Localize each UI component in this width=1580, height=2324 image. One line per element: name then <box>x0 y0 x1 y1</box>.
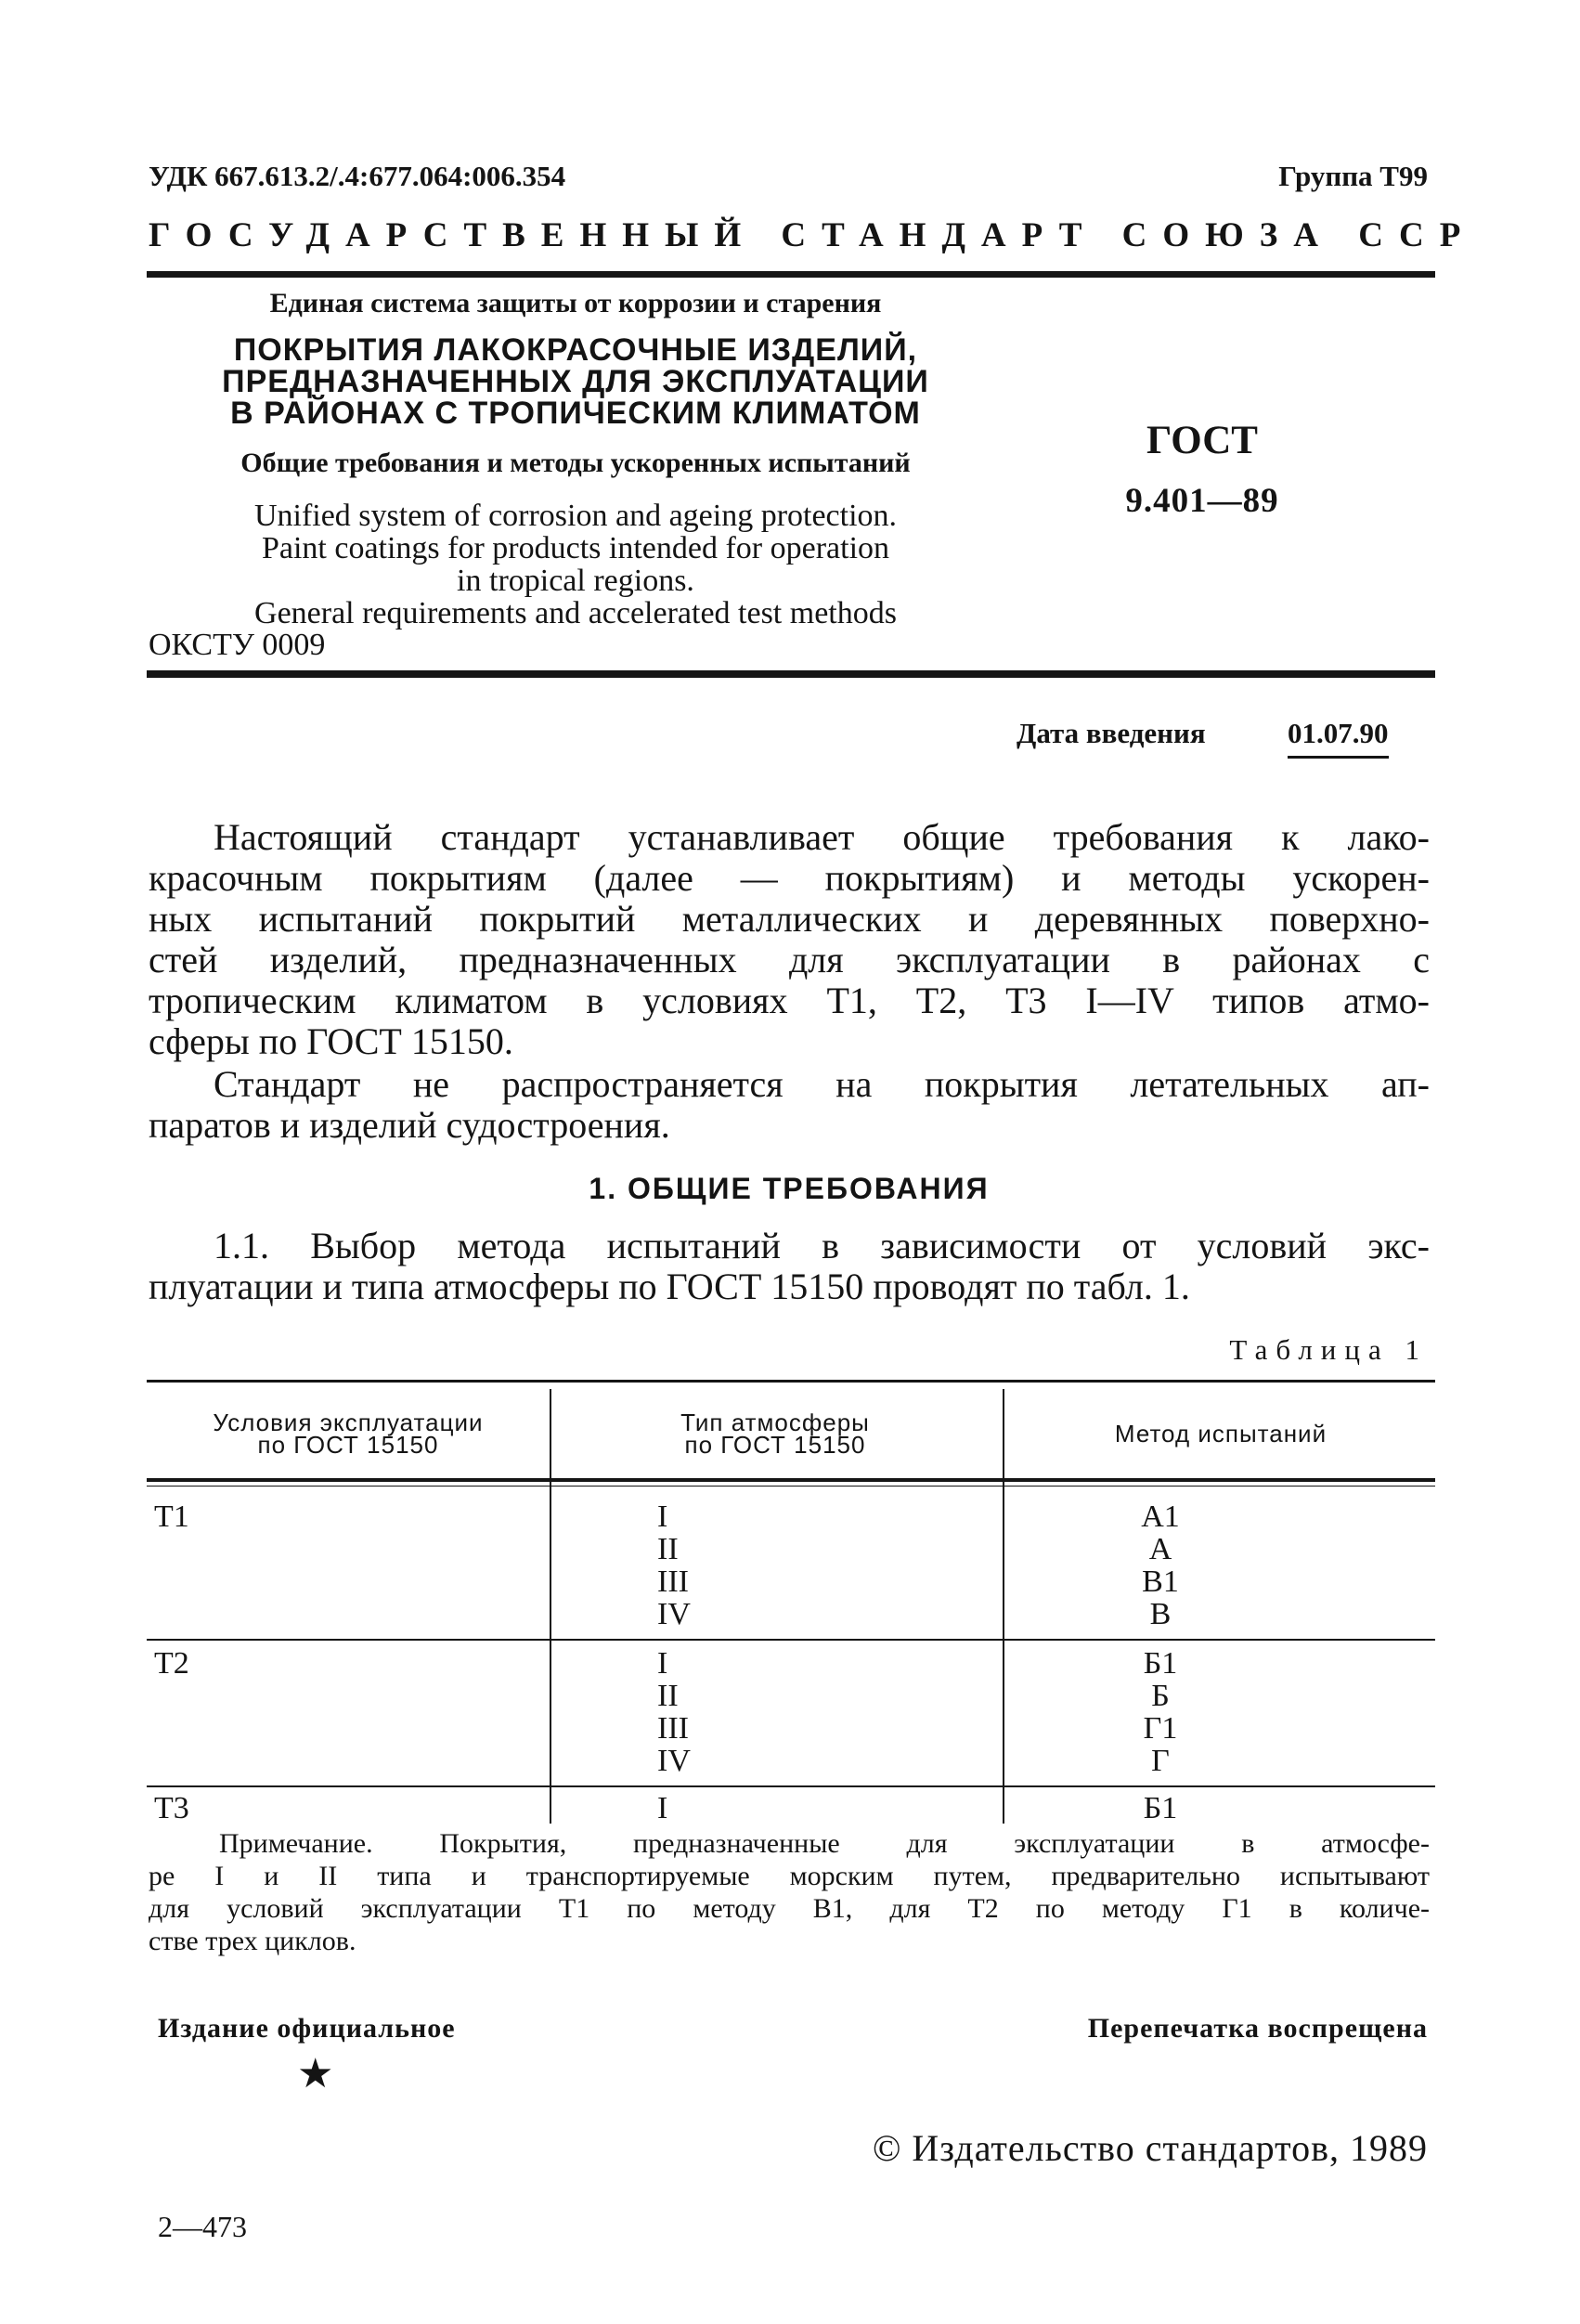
paragraph-line: красочным покрытиям (далее — покрытиям) и методы ускорен- <box>149 857 1430 899</box>
header-divider-top <box>147 271 1435 278</box>
table-cell-methods: А1 А В1 В <box>1141 1500 1180 1631</box>
system-name: Единая система защиты от коррозии и старения <box>269 288 882 318</box>
section-title: 1. ОБЩИЕ ТРЕБОВАНИЯ <box>589 1172 990 1205</box>
star-icon: ★ <box>297 2051 334 2097</box>
paragraph-line: стей изделий, предназначенных для эксплуатации в районах с <box>149 939 1430 980</box>
table-cell-condition: Т1 <box>154 1500 189 1534</box>
table-header-atmosphere: Тип атмосферы по ГОСТ 15150 <box>680 1409 870 1459</box>
paragraph-line: плуатации и типа атмосферы по ГОСТ 15150 проводят по табл. 1. <box>149 1266 1190 1307</box>
note-line: для условий эксплуатации Т1 по методу В1, для Т2 по методу Г1 в количе- <box>149 1893 1430 1924</box>
note-line: ре I и II типа и транспортируемые морским путем, предварительно испытывают <box>149 1861 1430 1891</box>
table-row-rule <box>147 1639 1435 1641</box>
table-cell-condition: Т3 <box>154 1791 189 1825</box>
intro-date-label: Дата введения <box>1017 717 1206 749</box>
table-header-rule-thin <box>147 1486 1435 1487</box>
copyright-notice: © Издательство стандартов, 1989 <box>872 2127 1428 2169</box>
table-row-rule <box>147 1785 1435 1787</box>
paragraph-line: паратов и изделий судостроения. <box>149 1104 670 1146</box>
table-cell-condition: Т2 <box>154 1646 189 1681</box>
table-cell-types: I <box>657 1791 668 1825</box>
table-caption: Таблица 1 <box>1229 1333 1428 1366</box>
gost-number: 9.401—89 <box>1125 482 1279 520</box>
table-note <box>149 1827 1430 1957</box>
table-cell-types: I II III IV <box>657 1500 691 1631</box>
scope-paragraph <box>149 1064 1430 1146</box>
english-title-line: in tropical regions. <box>457 564 694 598</box>
title-line: ПРЕДНАЗНАЧЕННЫХ ДЛЯ ЭКСПЛУАТАЦИИ <box>222 364 929 399</box>
paragraph-line: Стандарт не распространяется на покрытия летательных ап- <box>214 1063 1430 1105</box>
document-subtitle: Общие требования и методы ускоренных испытаний <box>240 448 911 478</box>
intro-date-value: 01.07.90 <box>1288 717 1389 759</box>
official-edition-label: Издание официальное <box>158 2013 456 2044</box>
udk-code: УДК 667.613.2/.4:677.064:006.354 <box>149 160 566 192</box>
note-line: Примечание. Покрытия, предназначенные для эксплуатации в атмосфе- <box>219 1828 1430 1859</box>
english-title <box>149 500 1003 630</box>
table-column-divider <box>550 1389 551 1824</box>
paragraph-line: тропическим климатом в условиях Т1, Т2, Т3 I—IV типов атмо- <box>149 980 1430 1021</box>
paragraph-line: Настоящий стандарт устанавливает общие требования к лако- <box>214 816 1430 858</box>
header-divider-bottom <box>147 670 1435 678</box>
table-header-method: Метод испытаний <box>1114 1420 1327 1448</box>
paragraph-line: 1.1. Выбор метода испытаний в зависимости от условий экс- <box>214 1225 1430 1266</box>
table-cell-types: I II III IV <box>657 1646 691 1778</box>
page-code: 2—473 <box>158 2210 247 2243</box>
table-header-conditions: Условия эксплуатации по ГОСТ 15150 <box>213 1409 484 1459</box>
intro-paragraph <box>149 817 1430 1062</box>
state-standard-heading: ГОСУДАРСТВЕННЫЙ СТАНДАРТ СОЮЗА ССР <box>149 216 1477 254</box>
group-code: Группа Т99 <box>1278 160 1428 192</box>
clause-1-1 <box>149 1226 1430 1307</box>
english-title-line: Unified system of corrosion and ageing protection. <box>253 499 898 533</box>
table-header-rule <box>147 1478 1435 1482</box>
paragraph-line: ных испытаний покрытий металлических и деревянных поверхно- <box>149 898 1430 940</box>
english-title-line: Paint coatings for products intended for operation <box>261 531 890 565</box>
table-top-rule <box>147 1380 1435 1383</box>
table-cell-methods: Б1 Б Г1 Г <box>1143 1646 1178 1778</box>
paragraph-line: сферы по ГОСТ 15150. <box>149 1020 513 1062</box>
table-cell-methods: Б1 <box>1143 1791 1178 1825</box>
reprint-prohibited-label: Перепечатка воспрещена <box>1087 2013 1428 2044</box>
okstu-code: ОКСТУ 0009 <box>149 628 326 662</box>
table-column-divider <box>1003 1389 1004 1824</box>
title-line: ПОКРЫТИЯ ЛАКОКРАСОЧНЫЕ ИЗДЕЛИЙ, <box>233 332 918 368</box>
gost-label: ГОСТ <box>1146 419 1258 462</box>
document-title <box>149 334 1003 429</box>
english-title-line: General requirements and accelerated test methods <box>254 596 897 630</box>
title-line: В РАЙОНАХ С ТРОПИЧЕСКИМ КЛИМАТОМ <box>230 396 921 431</box>
note-line: стве трех циклов. <box>149 1926 356 1956</box>
